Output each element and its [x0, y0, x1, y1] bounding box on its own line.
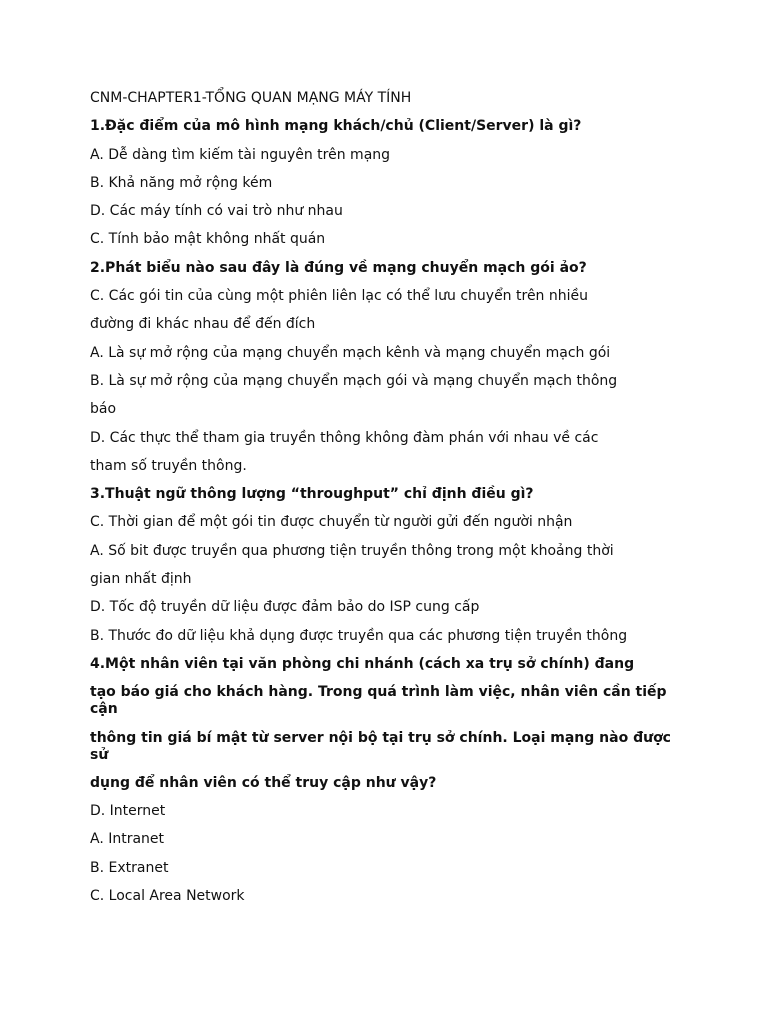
question-line: thông tin giá bí mật từ server nội bộ tại trụ sở chính. Loại mạng nào được sử: [90, 729, 671, 763]
answer-line: gian nhất định: [90, 571, 192, 588]
question-line: 1.Đặc điểm của mô hình mạng khách/chủ (Client/Server) là gì?: [90, 118, 582, 135]
answer-line: B. Extranet: [90, 859, 169, 876]
answer-line: C. Các gói tin của cùng một phiên liên lạc có thể lưu chuyển trên nhiều: [90, 288, 588, 305]
answer-line: báo: [90, 401, 117, 418]
answer-line: B. Là sự mở rộng của mạng chuyển mạch gói và mạng chuyển mạch thông: [90, 372, 618, 389]
answer-line: C. Tính bảo mật không nhất quán: [90, 231, 326, 248]
answer-line: B. Thước đo dữ liệu khả dụng được truyền qua các phương tiện truyền thông: [90, 627, 628, 644]
answer-line: tham số truyền thông.: [90, 457, 247, 474]
answer-line: A. Là sự mở rộng của mạng chuyển mạch kênh và mạng chuyển mạch gói: [90, 344, 611, 361]
document-page: [90, 90, 680, 916]
question-line: dụng để nhân viên có thể truy cập như vậy?: [90, 774, 437, 791]
answer-line: D. Internet: [90, 803, 166, 820]
question-line: 2.Phát biểu nào sau đây là đúng về mạng chuyển mạch gói ảo?: [90, 259, 587, 276]
document-title: CNM-CHAPTER1-TỔNG QUAN MẠNG MÁY TÍNH: [90, 90, 412, 106]
question-line: 4.Một nhân viên tại văn phòng chi nhánh (cách xa trụ sở chính) đang: [90, 655, 635, 672]
answer-line: A. Số bit được truyền qua phương tiện truyền thông trong một khoảng thời: [90, 542, 614, 559]
answer-line: D. Các thực thể tham gia truyền thông không đàm phán với nhau về các: [90, 429, 599, 446]
answer-line: B. Khả năng mở rộng kém: [90, 174, 273, 191]
answer-line: A. Intranet: [90, 831, 165, 848]
question-line: 3.Thuật ngữ thông lượng “throughput” chỉ định điều gì?: [90, 486, 534, 503]
answer-line: D. Các máy tính có vai trò như nhau: [90, 203, 343, 220]
answer-line: C. Thời gian để một gói tin được chuyển từ người gửi đến người nhận: [90, 514, 573, 531]
answer-line: đường đi khác nhau để đến đích: [90, 316, 316, 333]
question-line: tạo báo giá cho khách hàng. Trong quá trình làm việc, nhân viên cần tiếp cận: [90, 684, 667, 718]
answer-line: A. Dễ dàng tìm kiếm tài nguyên trên mạng: [90, 146, 391, 163]
answer-line: C. Local Area Network: [90, 888, 245, 905]
document-body: [90, 118, 680, 905]
answer-line: D. Tốc độ truyền dữ liệu được đảm bảo do ISP cung cấp: [90, 599, 480, 616]
